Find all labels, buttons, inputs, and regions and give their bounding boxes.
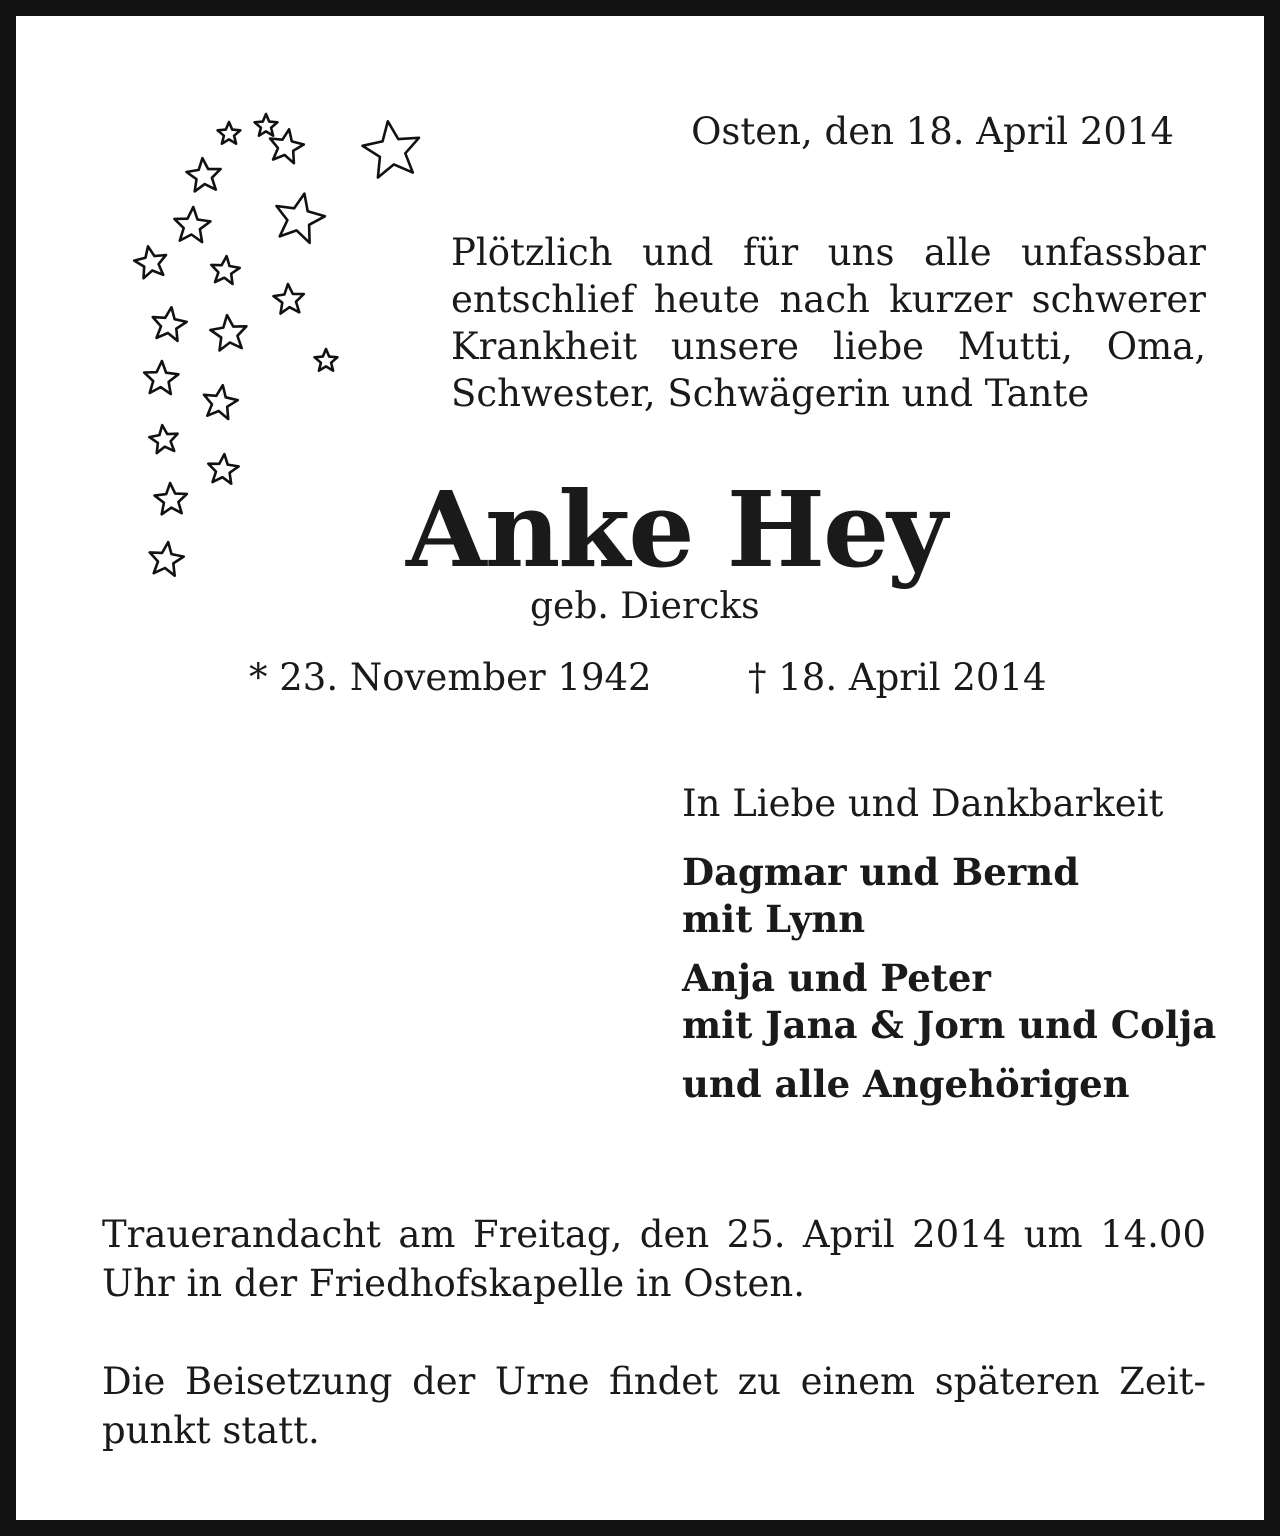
star-icon [149,425,177,453]
star-icon [274,284,304,314]
family-line: Anja und Peter [682,956,991,1000]
star-icon [277,194,325,243]
closing-phrase: In Liebe und Dankbarkeit [682,782,1164,825]
star-icon [211,256,239,284]
star-icon [210,315,246,350]
death-date: † 18. April 2014 [748,656,1047,699]
place-date: Osten, den 18. April 2014 [691,110,1174,153]
stars-decoration [116,106,446,596]
star-icon [150,542,184,576]
star-icon [174,207,210,242]
intro-line: Schwester, Schwägerin und Tante [451,372,1090,415]
burial-line: punkt statt. [102,1409,320,1452]
star-icon [208,454,238,484]
star-icon [187,158,221,191]
star-icon [155,483,187,514]
star-icon [134,246,166,278]
star-icon [363,121,420,177]
intro-line: entschlief heute nach kurzer schwerer [451,278,1206,321]
star-icon [144,361,178,394]
star-icon [270,129,304,163]
intro-line: Plötzlich und für uns alle unfassbar [451,231,1206,274]
birth-name: geb. Diercks [530,586,760,627]
burial-line: Die Beisetzung der Urne findet zu einem späteren Zeit- [102,1360,1206,1403]
service-line: Trauerandacht am Freitag, den 25. April 2014 um 14.00 [102,1213,1206,1256]
family-line: mit Lynn [682,897,866,941]
birth-date: * 23. November 1942 [249,656,652,699]
family-line: Dagmar und Bernd [682,850,1080,894]
star-icon [255,114,278,136]
star-icon [218,122,241,144]
family-line: und alle Angehörigen [682,1062,1130,1106]
service-line: Uhr in der Friedhofskapelle in Osten. [102,1262,805,1305]
star-icon [204,385,238,419]
deceased-name: Anke Hey [406,468,946,591]
star-icon [153,307,187,341]
intro-line: Krankheit unsere liebe Mutti, Oma, [451,325,1206,368]
star-icon [315,349,338,371]
family-line: mit Jana & Jorn und Colja [682,1003,1217,1047]
